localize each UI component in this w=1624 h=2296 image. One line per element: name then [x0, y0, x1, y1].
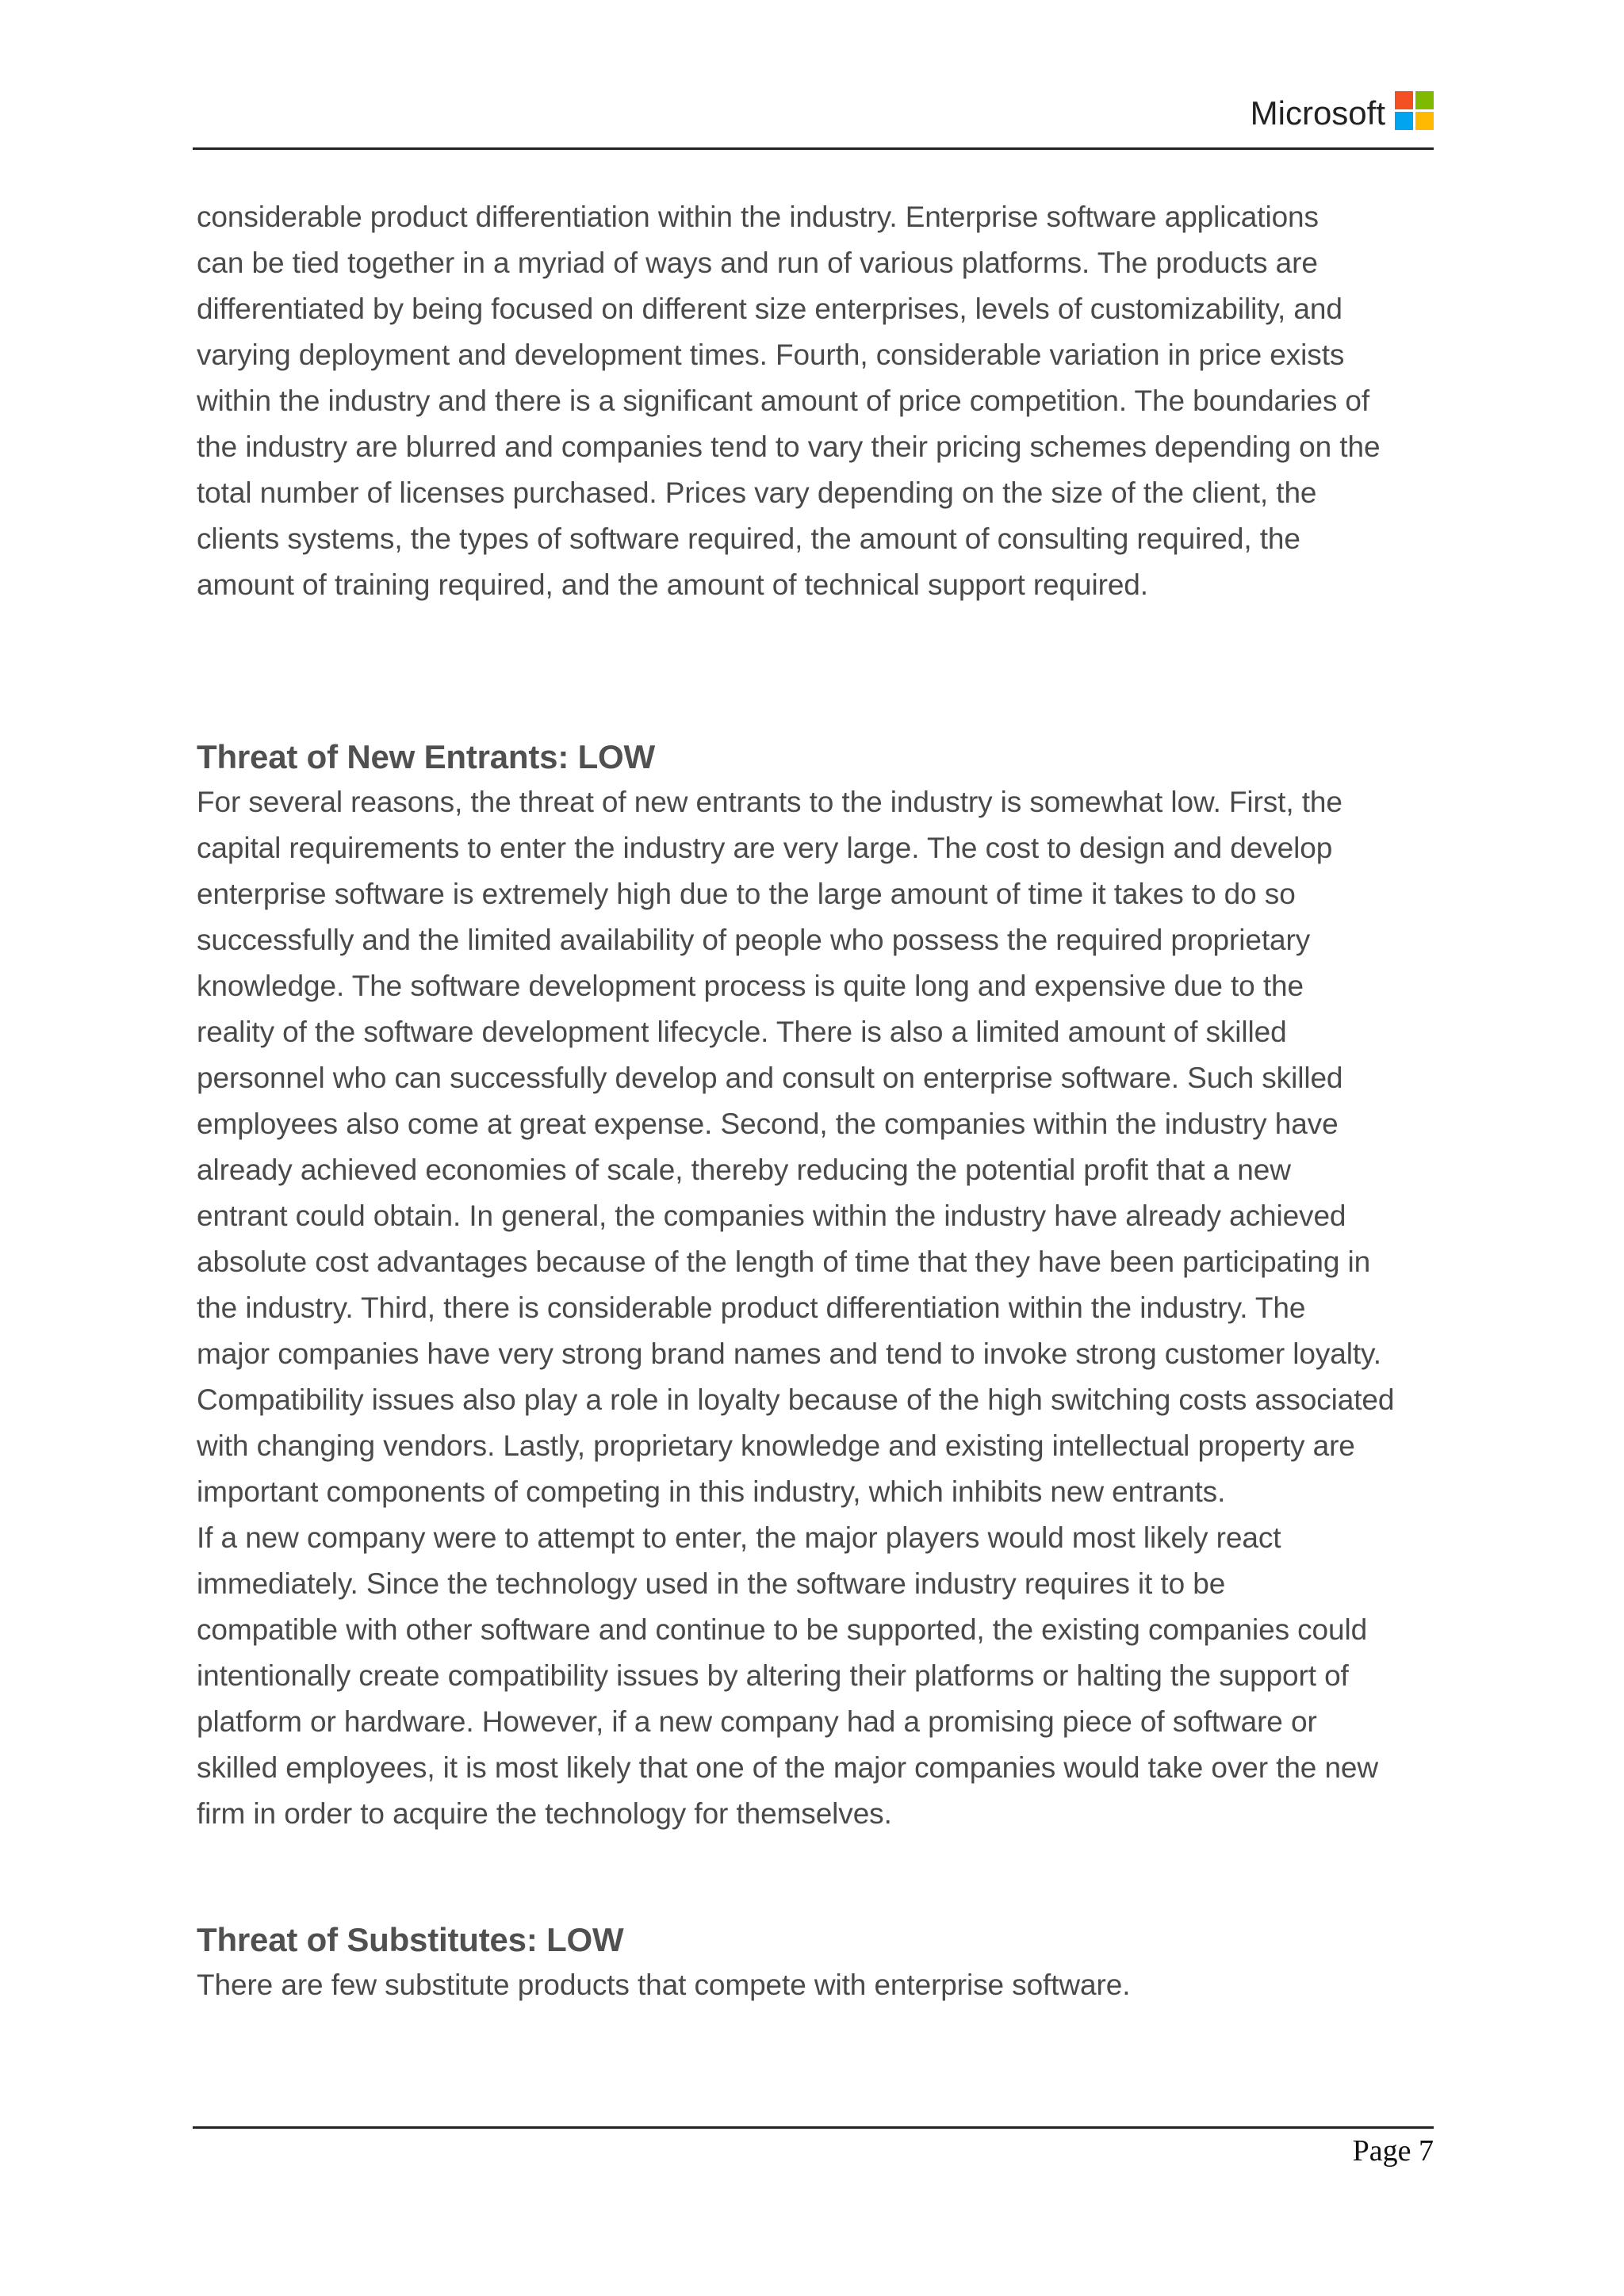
- page-content: [197, 194, 1434, 2008]
- header-rule: [193, 147, 1434, 150]
- text-line: If a new company were to attempt to enter, the major players would most likely react: [197, 1521, 1281, 1554]
- text-line: platform or hardware. However, if a new company had a promising piece of software or: [197, 1705, 1317, 1738]
- substitutes-paragraph: [197, 1962, 1434, 2008]
- text-line: firm in order to acquire the technology for themselves.: [197, 1797, 892, 1830]
- logo-tile-red: [1395, 91, 1413, 109]
- text-line: There are few substitute products that compete with enterprise software.: [197, 1969, 1131, 2001]
- text-line: within the industry and there is a significant amount of price competition. The boundaries of: [197, 385, 1370, 417]
- text-line: reality of the software development lifecycle. There is also a limited amount of skilled: [197, 1016, 1287, 1048]
- text-line: major companies have very strong brand names and tend to invoke strong customer loyalty.: [197, 1337, 1381, 1370]
- text-line: entrant could obtain. In general, the companies within the industry have already achieved: [197, 1200, 1346, 1232]
- text-line: differentiated by being focused on different size enterprises, levels of customizability, and: [197, 293, 1342, 325]
- text-line: immediately. Since the technology used in the software industry requires it to be: [197, 1567, 1226, 1600]
- text-line: can be tied together in a myriad of ways and run of various platforms. The products are: [197, 247, 1318, 279]
- brand-name: Microsoft: [1250, 94, 1385, 132]
- text-line: amount of training required, and the amount of technical support required.: [197, 568, 1148, 601]
- text-line: considerable product differentiation within the industry. Enterprise software applications: [197, 201, 1319, 233]
- header-brand: [1250, 94, 1434, 132]
- text-line: already achieved economies of scale, thereby reducing the potential profit that a new: [197, 1154, 1291, 1186]
- text-line: employees also come at great expense. Second, the companies within the industry have: [197, 1108, 1339, 1140]
- text-line: skilled employees, it is most likely that one of the major companies would take over the new: [197, 1751, 1379, 1784]
- heading-substitutes: Threat of Substitutes: LOW: [197, 1921, 624, 1958]
- text-line: knowledge. The software development process is quite long and expensive due to the: [197, 970, 1304, 1002]
- text-line: successfully and the limited availability of people who possess the required proprietary: [197, 924, 1311, 956]
- text-line: compatible with other software and continue to be supported, the existing companies could: [197, 1613, 1368, 1646]
- new-entrants-paragraph-1: [197, 779, 1434, 1515]
- text-line: total number of licenses purchased. Prices vary depending on the size of the client, the: [197, 476, 1317, 509]
- text-line: varying deployment and development times. Fourth, considerable variation in price exists: [197, 339, 1345, 371]
- heading-new-entrants: Threat of New Entrants: LOW: [197, 738, 655, 775]
- page-header: [193, 94, 1434, 149]
- logo-tile-green: [1415, 91, 1434, 109]
- text-line: intentionally create compatibility issues by altering their platforms or halting the support of: [197, 1659, 1349, 1692]
- text-line: enterprise software is extremely high due to the large amount of time it takes to do so: [197, 878, 1296, 910]
- text-line: absolute cost advantages because of the length of time that they have been participating in: [197, 1246, 1371, 1278]
- new-entrants-paragraph-2: [197, 1515, 1434, 1837]
- text-line: important components of competing in this industry, which inhibits new entrants.: [197, 1475, 1226, 1508]
- text-line: with changing vendors. Lastly, proprietary knowledge and existing intellectual property are: [197, 1429, 1355, 1462]
- text-line: clients systems, the types of software required, the amount of consulting required, the: [197, 522, 1300, 555]
- logo-tile-yellow: [1415, 112, 1434, 130]
- text-line: personnel who can successfully develop and consult on enterprise software. Such skilled: [197, 1062, 1343, 1094]
- footer-rule: [193, 2126, 1434, 2129]
- spacer: [197, 1837, 1434, 1918]
- intro-paragraph: [197, 194, 1434, 608]
- microsoft-logo-icon: [1395, 91, 1434, 130]
- text-line: For several reasons, the threat of new entrants to the industry is somewhat low. First, the: [197, 786, 1342, 818]
- logo-tile-blue: [1395, 112, 1413, 130]
- spacer: [197, 608, 1434, 735]
- text-line: capital requirements to enter the industry are very large. The cost to design and develop: [197, 832, 1333, 864]
- text-line: the industry. Third, there is considerable product differentiation within the industry. The: [197, 1292, 1306, 1324]
- text-line: the industry are blurred and companies tend to vary their pricing schemes depending on the: [197, 430, 1381, 463]
- text-line: Compatibility issues also play a role in loyalty because of the high switching costs associated: [197, 1383, 1395, 1416]
- page-number: Page 7: [1352, 2134, 1434, 2168]
